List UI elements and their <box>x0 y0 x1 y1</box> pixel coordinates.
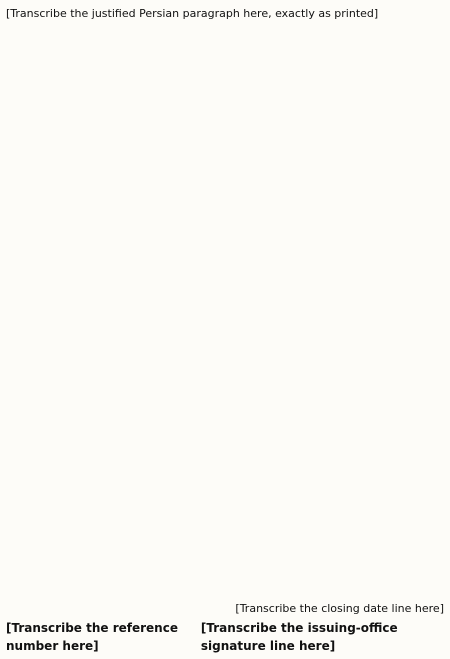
signature-row <box>6 619 444 655</box>
notice-reference-number: [Transcribe the reference number here] <box>6 621 178 653</box>
issuer-signature: [Transcribe the issuing-office signature line here] <box>200 621 398 653</box>
notice-body-text: [Transcribe the justified Persian paragraph here, exactly as printed] <box>6 7 379 20</box>
notice-closing-line: [Transcribe the closing date line here] <box>235 602 444 615</box>
